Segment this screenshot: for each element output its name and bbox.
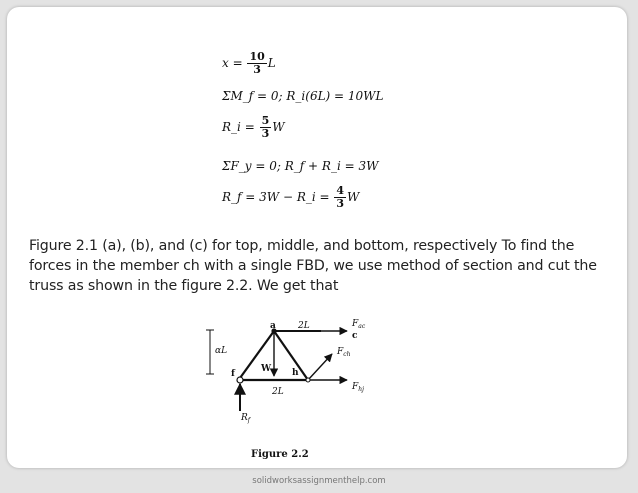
force-ac-label: $F_{ac}$ [352, 319, 366, 330]
slide [7, 7, 627, 468]
truss-figure [197, 314, 407, 464]
force-hj-label: $F_{hj}$ [352, 382, 364, 393]
fraction-4-3: $\frac{4}{3}$ [336, 184, 345, 210]
body-paragraph: Figure 2.1 (a), (b), and (c) for top, middle, and bottom, respectively To find the forces in the member ch with a single FBD, we use method of section and cut the truss as shown in the figure 2.2. We get that [29, 238, 597, 294]
equation-ri: R_i = $\frac{5}{3}$ W [222, 114, 285, 140]
reaction-label: $R_f$ [241, 413, 251, 424]
node-h-dot [306, 378, 310, 382]
equation-rf: R_f = 3W − R_i = $\frac{4}{3}$ W [222, 184, 360, 210]
node-f-dot [237, 377, 243, 383]
force-ch-label: $F_{ch}$ [337, 347, 351, 358]
figure-caption: Figure 2.2 [251, 449, 309, 460]
member-ah [274, 331, 308, 380]
fraction-5-3: $\frac{5}{3}$ [261, 114, 270, 140]
load-label: W [261, 364, 272, 374]
fraction-10-3: $\frac{10}{3}$ [249, 50, 265, 76]
bottom-length-label: 2L [272, 387, 284, 397]
equation-moment: ΣM_f = 0; R_i(6L) = 10WL [222, 89, 384, 103]
height-label: αL [215, 346, 228, 356]
equation-force-sum: ΣF_y = 0; R_f + R_i = 3W [222, 159, 379, 173]
node-h-label: h [292, 368, 299, 378]
footer-site-name: solidworksassignmenthelp.com [252, 476, 386, 486]
equation-x: x = $\frac{10}{3}$ L [222, 50, 276, 76]
node-a-label: a [270, 321, 276, 331]
node-f-label: f [231, 369, 235, 379]
force-ch-arrow [308, 354, 332, 380]
node-c-label: c [352, 331, 358, 341]
top-length-label: 2L [298, 321, 310, 331]
